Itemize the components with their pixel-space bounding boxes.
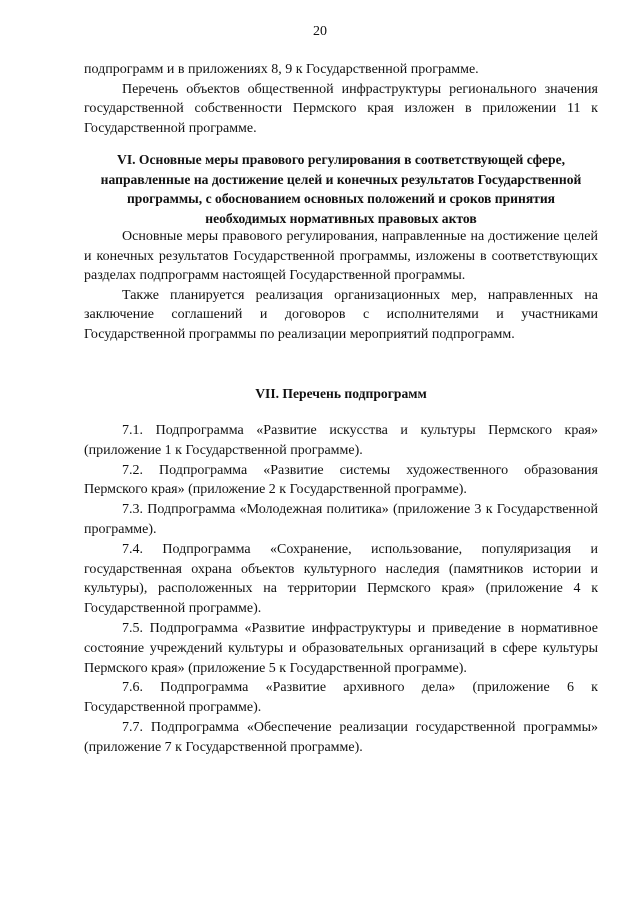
section-6-paragraph-2: Также планируется реализация организационных мер, направленных на заключение соглашений и договоров с исполнителями и участниками Государственной программы по реализации мероприятий подпрограмм. — [84, 287, 598, 342]
list-item: 7.6. Подпрограмма «Развитие архивного дела» (приложение 6 к Государственной программе). — [84, 680, 598, 716]
list-item: 7.2. Подпрограмма «Развитие системы художественного образования Пермского края» (приложение 2 к Государственной программе). — [84, 462, 598, 498]
section-6-paragraph-1: Основные меры правового регулирования, направленные на достижение целей и конечных результатов Государственной программы, изложены в соответствующих разделах подпрограмм настоящей Государственной программы. — [84, 229, 598, 283]
list-item: 7.5. Подпрограмма «Развитие инфраструктуры и приведение в нормативное состояние учреждений культуры и образовательных организаций в сфере культуры Пермского края» (приложение 5 к Государственной программе). — [84, 620, 598, 676]
list-item: 7.3. Подпрограмма «Молодежная политика» (приложение 3 к Государственной программе). — [84, 502, 598, 537]
section-6-heading: VI. Основные меры правового регулирования в соответствующей сфере, направленные на достижение целей и конечных результатов Государственной программы, с обоснованием основных положений и сроков принятия необходимых нормативных правовых актов — [100, 152, 582, 226]
list-item: 7.1. Подпрограмма «Развитие искусства и культуры Пермского края» (приложение 1 к Государственной программе). — [84, 423, 598, 458]
section-7-heading: VII. Перечень подпрограмм — [255, 386, 427, 401]
subprogram-list — [84, 421, 598, 758]
section-6-body — [84, 227, 598, 344]
page-number: 20 — [313, 24, 327, 39]
intro-paragraph-1: подпрограмм и в приложениях 8, 9 к Государственной программе. — [84, 62, 479, 77]
list-item: 7.7. Подпрограмма «Обеспечение реализации государственной программы» (приложение 7 к Государственной программе). — [84, 719, 598, 755]
intro-paragraph-2: Перечень объектов общественной инфраструктуры регионального значения государственной собственности Пермского края изложен в приложении 11 к Государственной программе. — [84, 81, 598, 136]
list-item: 7.4. Подпрограмма «Сохранение, использование, популяризация и государственная охрана объектов культурного наследия (памятников истории и культуры), расположенных на территории Пермского края» (приложение 4 к Государственной программе). — [84, 541, 598, 617]
intro-text — [84, 60, 598, 138]
